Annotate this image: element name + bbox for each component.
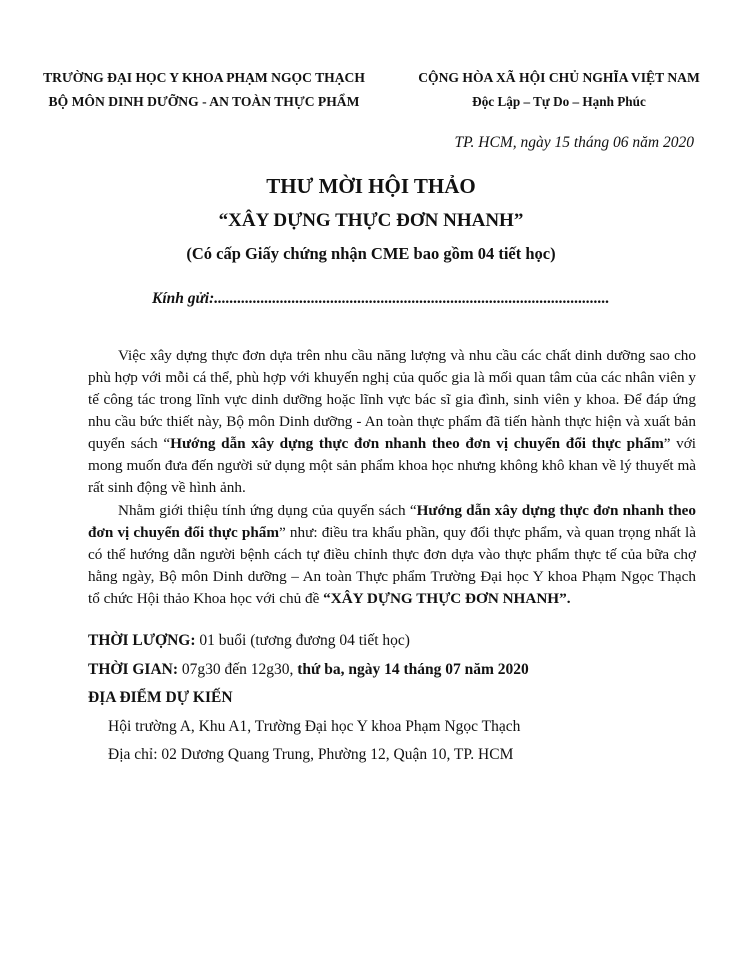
time-label: THỜI GIAN: (88, 661, 178, 678)
paragraph-purpose-text-1: Nhằm giới thiệu tính ứng dụng của quyển sách “ (118, 502, 417, 519)
seminar-theme-inline: “XÂY DỰNG THỰC ĐƠN NHANH”. (323, 590, 571, 607)
school-header (38, 66, 370, 114)
paragraph-purpose (88, 500, 696, 610)
paragraph-purpose-text-2: ” như: điều tra khẩu phần, quy đổi thực phẩm, và quan trọng nhất là có thể hướng dẫn người bệnh cách tự điều chỉnh thực đơn dựa vào thực phẩm thực tế của bữa chợ hằng ngày, Bộ môn Dinh dưỡng – An toàn Thực phẩm Trường Đại học Y khoa Phạm Ngọc Thạch tổ chức Hội thảo Khoa học với chủ đề (88, 524, 696, 607)
national-header (400, 66, 718, 114)
seminar-theme: “XÂY DỰNG THỰC ĐƠN NHANH” (218, 210, 524, 231)
location-address: Địa chỉ: 02 Dương Quang Trung, Phường 12, Quận 10, TP. HCM (108, 746, 514, 763)
recipient-dots: ...................................................................................................... (214, 290, 610, 307)
book-title-2: Hướng dẫn xây dựng thực đơn nhanh theo đơn vị chuyển đổi thực phẩm (88, 502, 696, 541)
location-venue: Hội trường A, Khu A1, Trường Đại học Y khoa Phạm Ngọc Thạch (108, 718, 521, 735)
school-name: TRƯỜNG ĐẠI HỌC Y KHOA PHẠM NGỌC THẠCH (43, 70, 365, 85)
department-name: BỘ MÔN DINH DƯỠNG - AN TOÀN THỰC PHẨM (48, 94, 360, 109)
paragraph-intro (88, 345, 696, 499)
national-title: CỘNG HÒA XÃ HỘI CHỦ NGHĨA VIỆT NAM (418, 70, 700, 85)
event-date: thứ ba, ngày 14 tháng 07 năm 2020 (297, 661, 529, 678)
recipient-line (152, 290, 610, 308)
cme-note: (Có cấp Giấy chứng nhận CME bao gồm 04 tiết học) (186, 244, 556, 263)
document-title: THƯ MỜI HỘI THẢO (266, 174, 476, 198)
document-date: TP. HCM, ngày 15 tháng 06 năm 2020 (454, 134, 694, 151)
recipient-label: Kính gửi: (152, 290, 215, 307)
time-value: 07g30 đến 12g30, (181, 661, 294, 678)
paragraph-intro-text-2: ” với mong muốn đưa đến người sử dụng một sản phẩm khoa học nhưng không khô khan về lý thuyết mà rất sinh động về hình ảnh. (88, 435, 697, 496)
paragraph-intro-text-1: Việc xây dựng thực đơn dựa trên nhu cầu năng lượng và nhu cầu các chất dinh dưỡng sao cho phù hợp với mỗi cá thể, phù hợp với khuyến nghị của quốc gia là mối quan tâm của các nhân viên y tế công tác trong lĩnh vực dinh dưỡng hoặc lĩnh vực bác sĩ gia đình, sinh viên y khoa. Để đáp ứng nhu cầu bức thiết này, Bộ môn Dinh dưỡng - An toàn thực phẩm đã tiến hành thực hiện và xuất bản quyển sách “ (88, 347, 696, 452)
book-title: Hướng dẫn xây dựng thực đơn nhanh theo đơn vị chuyển đổi thực phẩm (170, 435, 664, 452)
location-label: ĐỊA ĐIỂM DỰ KIẾN (88, 689, 233, 706)
time-line (88, 661, 529, 679)
duration-line (88, 632, 410, 650)
national-motto: Độc Lập – Tự Do – Hạnh Phúc (472, 94, 646, 109)
duration-label: THỜI LƯỢNG: (88, 632, 196, 649)
duration-value: 01 buổi (tương đương 04 tiết học) (199, 632, 410, 649)
